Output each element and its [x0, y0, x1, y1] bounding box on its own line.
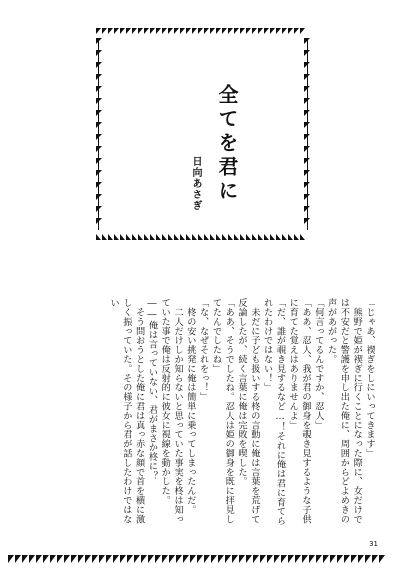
author-name: 日向あさぎ	[190, 156, 201, 211]
story-body	[5, 298, 375, 526]
paragraph: 熊野で姫が禊ぎに行くことになった際に、女だけでは不安だと警護を申し出た俺に、周囲からどよめきの声があがった。	[325, 298, 363, 524]
page-number: 31	[369, 540, 378, 548]
bottom-decorative-border	[8, 555, 392, 563]
paragraph: 「じゃあ、禊ぎをしにいってきます」	[364, 298, 375, 458]
frame-left-border	[96, 38, 103, 230]
frame-top-border	[96, 28, 310, 34]
paragraph: そう問おうとした俺に君は真っ赤な顔で首を横に激しく振っていた。その様子から君が話したわけではない	[108, 298, 145, 524]
title-frame	[96, 28, 310, 240]
frame-right-border	[303, 38, 310, 230]
paragraph: 「だ、誰が覗き見するなど…！それに俺は君に育てられたわけではない！」	[261, 298, 286, 526]
paragraph: 「な、なぜそれをっ！」	[197, 298, 209, 402]
paragraph: 二人だけしか知らないと思っていた事実を柊は知っていた事で俺は反射的に彼女に視線を動かした。	[159, 298, 184, 524]
story-title: 全てを君に	[215, 84, 239, 204]
paragraph: 柊の安い挑発に俺は簡単に乗ってしまったんだ。	[184, 298, 196, 515]
paragraph: 「ああ、忍人、我が君の御身を覗き見するような子供に育てた覚えはありませんよ」	[287, 298, 312, 524]
paragraph: 「ああ、そうでしたね。忍人は姫の御身を既に拝見してたんでしたね」	[210, 298, 235, 524]
paragraph: ――俺は言っていない、君がまさか柊に？	[146, 298, 158, 481]
paragraph: 「何言ってるんですか、忍人」	[312, 298, 324, 430]
paragraph: 未だに子ども扱いする柊の言動に俺は言葉を荒げて反論したが、続く言葉に俺は完敗を喫した。	[236, 298, 260, 524]
frame-bottom-border	[96, 234, 310, 240]
